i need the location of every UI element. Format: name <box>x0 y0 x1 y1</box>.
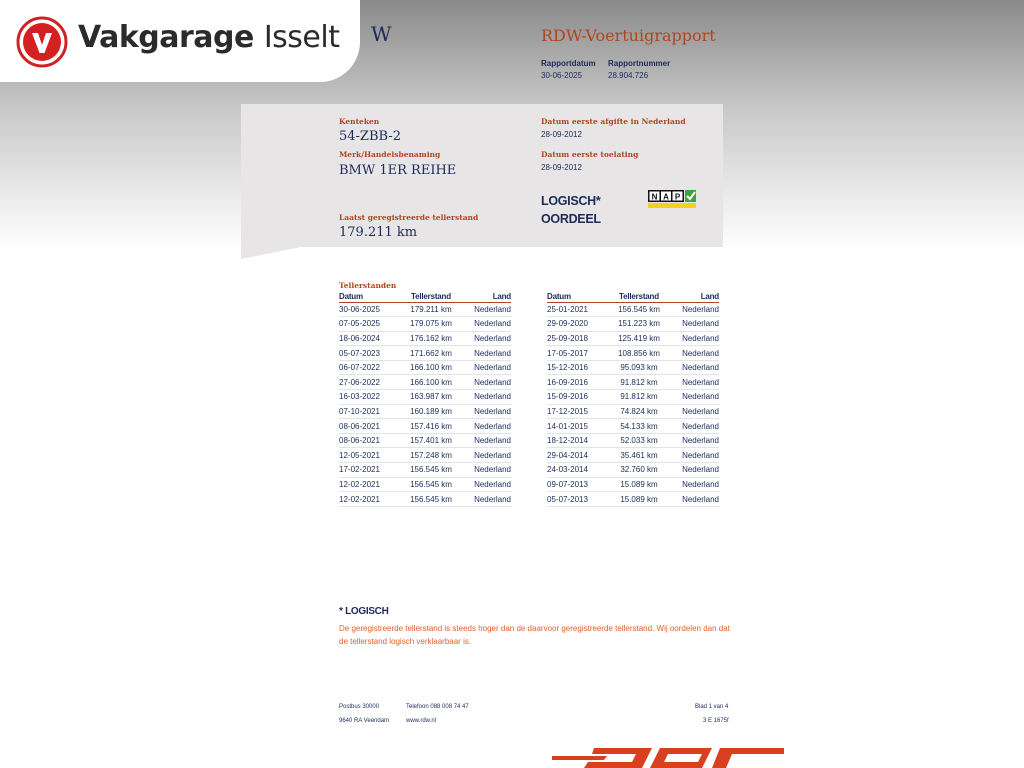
table-row <box>547 419 719 434</box>
readings-table-left <box>339 292 511 507</box>
cell-reading: 156.545 km <box>401 492 461 507</box>
cell-country: Nederland <box>461 390 511 405</box>
cell-reading: 160.189 km <box>401 404 461 419</box>
nap-check-icon <box>648 189 698 209</box>
cell-date: 17-12-2015 <box>547 404 609 419</box>
readings-table-right <box>547 292 719 507</box>
report-number-value: 28.904.726 <box>608 71 649 80</box>
cell-country: Nederland <box>461 360 511 375</box>
cell-date: 15-09-2016 <box>547 390 609 405</box>
cell-date: 17-05-2017 <box>547 346 609 361</box>
footer-code: 3 E 1675f <box>703 718 729 724</box>
rdw-stripes-logo <box>552 744 784 768</box>
cell-reading: 151.223 km <box>609 317 669 332</box>
table-row <box>339 317 511 332</box>
cell-country: Nederland <box>461 375 511 390</box>
table-row <box>339 360 511 375</box>
cell-country: Nederland <box>669 346 719 361</box>
cell-reading: 157.401 km <box>401 433 461 448</box>
cell-country: Nederland <box>669 448 719 463</box>
table-row <box>547 317 719 332</box>
cell-country: Nederland <box>461 302 511 317</box>
cell-date: 18-06-2024 <box>339 331 401 346</box>
table-row <box>339 346 511 361</box>
table-row <box>547 375 719 390</box>
logo-brand-light: Isselt <box>263 20 340 55</box>
odometer-label: Laatst geregistreerde tellerstand <box>339 213 479 222</box>
cell-country: Nederland <box>669 463 719 478</box>
table-header-row <box>339 292 511 302</box>
cell-date: 16-03-2022 <box>339 390 401 405</box>
table-row <box>547 390 719 405</box>
vakgarage-logo <box>0 0 360 82</box>
col-date-header: Datum <box>547 292 609 302</box>
cell-reading: 95.093 km <box>609 360 669 375</box>
cell-date: 25-01-2021 <box>547 302 609 317</box>
table-row <box>547 463 719 478</box>
report-date-value: 30-06-2025 <box>541 71 582 80</box>
cell-reading: 166.100 km <box>401 375 461 390</box>
cell-country: Nederland <box>669 404 719 419</box>
table-row <box>339 390 511 405</box>
cell-reading: 91.812 km <box>609 390 669 405</box>
cell-country: Nederland <box>669 302 719 317</box>
cell-reading: 54.133 km <box>609 419 669 434</box>
svg-text:A: A <box>663 192 669 202</box>
cell-date: 12-05-2021 <box>339 448 401 463</box>
cell-country: Nederland <box>669 433 719 448</box>
cell-country: Nederland <box>669 390 719 405</box>
cell-date: 05-07-2023 <box>339 346 401 361</box>
cell-date: 12-02-2021 <box>339 492 401 507</box>
cell-reading: 156.545 km <box>609 302 669 317</box>
cell-country: Nederland <box>669 360 719 375</box>
cell-date: 27-06-2022 <box>339 375 401 390</box>
cell-reading: 74.824 km <box>609 404 669 419</box>
footnote-title: * LOGISCH <box>339 606 389 617</box>
first-nl-label: Datum eerste afgifte in Nederland <box>541 117 686 126</box>
logo-text <box>78 20 339 55</box>
verdict <box>541 192 601 228</box>
svg-text:N: N <box>651 192 658 202</box>
cell-reading: 35.461 km <box>609 448 669 463</box>
cell-country: Nederland <box>669 492 719 507</box>
cell-country: Nederland <box>461 317 511 332</box>
table-row <box>339 331 511 346</box>
plate-label: Kenteken <box>339 117 380 126</box>
table-row <box>339 302 511 317</box>
col-country-header: Land <box>669 292 719 302</box>
cell-reading: 15.089 km <box>609 492 669 507</box>
cell-date: 30-06-2025 <box>339 302 401 317</box>
cell-date: 29-04-2014 <box>547 448 609 463</box>
cell-country: Nederland <box>461 448 511 463</box>
cell-country: Nederland <box>461 404 511 419</box>
footer-phone: Telefoon 088 008 74 47 <box>406 704 469 710</box>
cell-country: Nederland <box>669 477 719 492</box>
cell-date: 09-07-2013 <box>547 477 609 492</box>
table-row <box>547 404 719 419</box>
cell-date: 25-09-2018 <box>547 331 609 346</box>
svg-text:P: P <box>674 192 681 202</box>
report-date-label: Rapportdatum <box>541 59 596 68</box>
cell-reading: 166.100 km <box>401 360 461 375</box>
cell-date: 29-09-2020 <box>547 317 609 332</box>
cell-reading: 108.856 km <box>609 346 669 361</box>
footer-page: Blad 1 van 4 <box>695 704 729 710</box>
verdict-line-1: LOGISCH* <box>541 194 601 208</box>
card-notch <box>241 247 301 259</box>
logo-brand-bold: Vakgarage <box>78 20 254 55</box>
cell-country: Nederland <box>461 463 511 478</box>
cell-reading: 157.248 km <box>401 448 461 463</box>
table-row <box>547 448 719 463</box>
cell-country: Nederland <box>461 477 511 492</box>
table-row <box>547 477 719 492</box>
table-row <box>547 360 719 375</box>
cell-reading: 179.211 km <box>401 302 461 317</box>
cell-country: Nederland <box>461 331 511 346</box>
cell-reading: 171.662 km <box>401 346 461 361</box>
footer-city: 9640 RA Veendam <box>339 718 390 724</box>
table-row <box>339 375 511 390</box>
cell-reading: 179.075 km <box>401 317 461 332</box>
table-row <box>547 331 719 346</box>
cell-date: 16-09-2016 <box>547 375 609 390</box>
cell-date: 24-03-2014 <box>547 463 609 478</box>
cell-reading: 156.545 km <box>401 477 461 492</box>
vakgarage-v-logo-icon <box>16 16 68 68</box>
cell-date: 08-06-2021 <box>339 433 401 448</box>
col-date-header: Datum <box>339 292 401 302</box>
cell-reading: 32.760 km <box>609 463 669 478</box>
table-row <box>547 492 719 507</box>
cell-reading: 52.033 km <box>609 433 669 448</box>
first-admission-value: 28-09-2012 <box>541 163 582 172</box>
make-value: BMW 1ER REIHE <box>339 163 457 178</box>
plate-value: 54-ZBB-2 <box>339 129 401 144</box>
footnote-text: De geregistreerde tellerstand is steeds hoger dan de daarvoor geregistreerde tellerstand. Wij oordelen dan dat de tellerstand logisch verklaarbaar is. <box>339 624 730 646</box>
cell-date: 07-05-2025 <box>339 317 401 332</box>
table-row <box>547 433 719 448</box>
make-label: Merk/Handelsbenaming <box>339 150 441 159</box>
report-number-label: Rapportnummer <box>608 59 671 68</box>
cell-country: Nederland <box>669 331 719 346</box>
report-title: RDW-Voertuigrapport <box>541 26 716 45</box>
table-row <box>339 477 511 492</box>
cell-country: Nederland <box>669 317 719 332</box>
cell-date: 14-01-2015 <box>547 419 609 434</box>
cell-reading: 125.419 km <box>609 331 669 346</box>
cell-date: 08-06-2021 <box>339 419 401 434</box>
cell-reading: 163.987 km <box>401 390 461 405</box>
cell-date: 18-12-2014 <box>547 433 609 448</box>
cell-reading: 91.812 km <box>609 375 669 390</box>
cell-country: Nederland <box>461 433 511 448</box>
cell-date: 17-02-2021 <box>339 463 401 478</box>
readings-title: Tellerstanden <box>339 281 397 290</box>
cell-reading: 156.545 km <box>401 463 461 478</box>
header-peek-text: W <box>371 22 392 46</box>
table-row <box>339 404 511 419</box>
cell-date: 07-10-2021 <box>339 404 401 419</box>
odometer-value: 179.211 km <box>339 225 418 240</box>
table-row <box>547 302 719 317</box>
footer-web: www.rdw.nl <box>406 718 437 724</box>
footer-postbus: Postbus 30000 <box>339 704 380 710</box>
table-row <box>339 463 511 478</box>
col-country-header: Land <box>461 292 511 302</box>
cell-country: Nederland <box>669 375 719 390</box>
table-row <box>339 419 511 434</box>
cell-country: Nederland <box>669 419 719 434</box>
table-row <box>339 492 511 507</box>
cell-reading: 176.162 km <box>401 331 461 346</box>
col-reading-header: Tellerstand <box>609 292 669 302</box>
verdict-line-2: OORDEEL <box>541 212 601 226</box>
table-row <box>339 448 511 463</box>
cell-reading: 15.089 km <box>609 477 669 492</box>
table-header-row <box>547 292 719 302</box>
cell-date: 06-07-2022 <box>339 360 401 375</box>
table-row <box>547 346 719 361</box>
first-nl-value: 28-09-2012 <box>541 130 582 139</box>
cell-country: Nederland <box>461 346 511 361</box>
first-admission-label: Datum eerste toelating <box>541 150 639 159</box>
cell-country: Nederland <box>461 492 511 507</box>
cell-country: Nederland <box>461 419 511 434</box>
cell-date: 15-12-2016 <box>547 360 609 375</box>
cell-date: 12-02-2021 <box>339 477 401 492</box>
cell-reading: 157.416 km <box>401 419 461 434</box>
cell-date: 05-07-2013 <box>547 492 609 507</box>
col-reading-header: Tellerstand <box>401 292 461 302</box>
table-row <box>339 433 511 448</box>
